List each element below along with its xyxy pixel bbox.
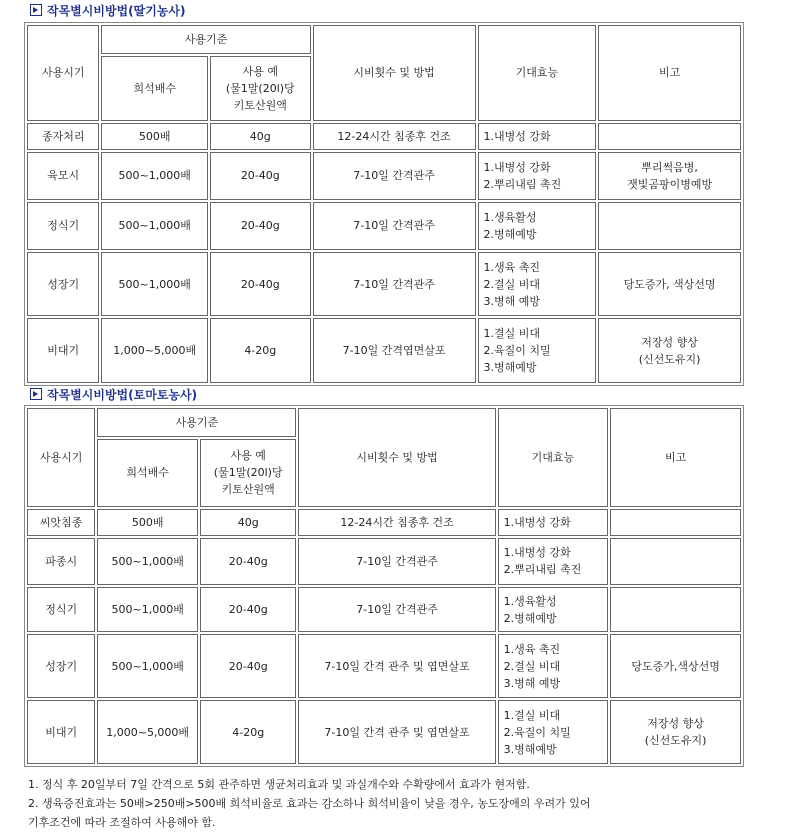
effect-line: 3.병해 예방 bbox=[503, 676, 561, 690]
header-example-line: (물1말(20l)당 bbox=[213, 466, 283, 480]
cell-period: 비대기 bbox=[27, 318, 99, 383]
header-example-line: 사용 예 bbox=[242, 64, 278, 78]
cell-period: 육모시 bbox=[27, 152, 99, 200]
header-period: 사용시기 bbox=[27, 408, 95, 507]
header-example bbox=[200, 439, 297, 507]
cell-effects bbox=[498, 634, 609, 698]
cell-amount: 20-40g bbox=[200, 538, 297, 585]
cell-dilution: 500~1,000배 bbox=[101, 252, 208, 317]
cell-effects bbox=[478, 123, 597, 150]
cell-effects bbox=[478, 318, 597, 383]
cell-period: 성장기 bbox=[27, 634, 95, 698]
header-method: 시비횟수 및 방법 bbox=[313, 25, 476, 121]
effect-line: 2.결실 비대 bbox=[503, 659, 561, 673]
cell-notes bbox=[610, 538, 741, 585]
cell-amount: 20-40g bbox=[210, 152, 311, 200]
table-row bbox=[27, 318, 741, 383]
effect-line: 1.내병성 강화 bbox=[503, 515, 571, 529]
note-line: 당도증가,색상선명 bbox=[631, 659, 720, 673]
cell-method: 7-10일 간격관주 bbox=[313, 252, 476, 317]
note-line: 뿌리썩음병, bbox=[641, 160, 698, 174]
cell-effects bbox=[498, 538, 609, 585]
strawberry-section-title: 작목별시비방법(딸기농사) bbox=[30, 3, 185, 19]
effect-line: 2.육질이 치밀 bbox=[483, 344, 551, 358]
cell-effects bbox=[498, 700, 609, 764]
cell-period: 비대기 bbox=[27, 700, 95, 764]
cell-notes bbox=[598, 123, 741, 150]
table-row bbox=[27, 152, 741, 200]
table-row bbox=[27, 634, 741, 698]
strawberry-table bbox=[24, 22, 744, 386]
cell-notes bbox=[598, 318, 741, 383]
cell-amount: 20-40g bbox=[200, 587, 297, 632]
cell-notes bbox=[598, 202, 741, 250]
cell-amount: 40g bbox=[200, 509, 297, 536]
cell-notes bbox=[610, 587, 741, 632]
cell-dilution: 500~1,000배 bbox=[97, 587, 198, 632]
table-row bbox=[27, 587, 741, 632]
effect-line: 3.병해예방 bbox=[483, 361, 537, 375]
header-dilution: 희석배수 bbox=[101, 56, 208, 121]
effect-line: 1.생육활성 bbox=[503, 594, 557, 608]
effect-line: 1.생육 촉진 bbox=[503, 642, 561, 656]
cell-effects bbox=[478, 152, 597, 200]
cell-dilution: 1,000~5,000배 bbox=[97, 700, 198, 764]
cell-dilution: 500~1,000배 bbox=[101, 152, 208, 200]
effect-line: 1.생육활성 bbox=[483, 210, 537, 224]
cell-dilution: 1,000~5,000배 bbox=[101, 318, 208, 383]
cell-notes bbox=[598, 152, 741, 200]
header-example-line: (물1말(20l)당 bbox=[225, 81, 295, 95]
table-row bbox=[27, 509, 741, 536]
cell-dilution: 500배 bbox=[97, 509, 198, 536]
cell-method: 7-10일 간격엽면살포 bbox=[313, 318, 476, 383]
cell-effects bbox=[498, 587, 609, 632]
note-line: 저장성 향상 bbox=[641, 335, 698, 349]
effect-line: 2.육질이 치밀 bbox=[503, 725, 571, 739]
effect-line: 2.뿌리내림 촉진 bbox=[483, 177, 562, 191]
cell-period: 정식기 bbox=[27, 587, 95, 632]
cell-period: 정식기 bbox=[27, 202, 99, 250]
cell-dilution: 500~1,000배 bbox=[97, 538, 198, 585]
effect-line: 2.결실 비대 bbox=[483, 277, 540, 291]
arrow-box-icon bbox=[30, 4, 42, 16]
note-line: (신선도유지) bbox=[638, 352, 701, 366]
header-example-line: 사용 예 bbox=[230, 449, 266, 463]
effect-line: 2.병해예방 bbox=[483, 227, 537, 241]
table-row bbox=[27, 700, 741, 764]
table-row bbox=[27, 538, 741, 585]
effect-line: 3.병해예방 bbox=[503, 742, 557, 756]
effect-line: 3.병해 예방 bbox=[483, 294, 540, 308]
note-line: 당도증가, 색상선명 bbox=[623, 277, 716, 291]
table-row bbox=[27, 123, 741, 150]
cell-method: 12-24시간 침종후 건조 bbox=[298, 509, 495, 536]
effect-line: 1.내병성 강화 bbox=[483, 129, 551, 143]
effect-line: 2.병해예방 bbox=[503, 611, 557, 625]
tomato-table bbox=[24, 405, 744, 767]
effect-line: 1.생육 촉진 bbox=[483, 260, 540, 274]
note-line: 잿빛곰팡이병예방 bbox=[627, 177, 713, 191]
cell-method: 7-10일 간격관주 bbox=[313, 152, 476, 200]
cell-period: 파종시 bbox=[27, 538, 95, 585]
header-example-line: 키토산원액 bbox=[221, 483, 275, 497]
cell-method: 7-10일 간격관주 bbox=[298, 587, 495, 632]
cell-dilution: 500~1,000배 bbox=[97, 634, 198, 698]
cell-amount: 20-40g bbox=[210, 252, 311, 317]
effect-line: 1.결실 비대 bbox=[503, 708, 561, 722]
effect-line: 1.내병성 강화 bbox=[503, 546, 571, 560]
cell-effects bbox=[478, 252, 597, 317]
cell-period: 성장기 bbox=[27, 252, 99, 317]
cell-amount: 4-20g bbox=[200, 700, 297, 764]
cell-period: 종자처리 bbox=[27, 123, 99, 150]
footnote-2: 2. 생육증진효과는 50배>250배>500배 희석비율로 효과는 감소하나 희석비율이 낮을 경우, 농도장애의 우려가 있어 bbox=[28, 797, 591, 810]
cell-dilution: 500배 bbox=[101, 123, 208, 150]
note-line: 저장성 향상 bbox=[647, 717, 704, 731]
cell-effects bbox=[498, 509, 609, 536]
note-line: (신선도유지) bbox=[644, 734, 707, 748]
header-standard: 사용기준 bbox=[101, 25, 310, 54]
cell-amount: 4-20g bbox=[210, 318, 311, 383]
cell-notes bbox=[598, 252, 741, 317]
effect-line: 2.뿌리내림 촉진 bbox=[503, 563, 582, 577]
cell-notes bbox=[610, 634, 741, 698]
header-example bbox=[210, 56, 311, 121]
header-example-line: 키토산원액 bbox=[233, 98, 287, 112]
header-method: 시비횟수 및 방법 bbox=[298, 408, 495, 507]
cell-amount: 20-40g bbox=[210, 202, 311, 250]
header-effect: 기대효능 bbox=[478, 25, 597, 121]
tomato-section-title: 작목별시비방법(토마토농사) bbox=[30, 387, 197, 403]
header-effect: 기대효능 bbox=[498, 408, 609, 507]
footnote-3: 기후조건에 따라 조절하여 사용해야 함. bbox=[28, 816, 216, 829]
cell-amount: 20-40g bbox=[200, 634, 297, 698]
cell-method: 12-24시간 침종후 건조 bbox=[313, 123, 476, 150]
table-row bbox=[27, 202, 741, 250]
cell-method: 7-10일 간격관주 bbox=[313, 202, 476, 250]
cell-method: 7-10일 간격 관주 및 엽면살포 bbox=[298, 634, 495, 698]
footnote-1: 1. 정식 후 20일부터 7일 간격으로 5회 관주하면 생균처리효과 및 과실개수와 수확량에서 효과가 현저함. bbox=[28, 778, 530, 791]
header-note: 비고 bbox=[598, 25, 741, 121]
cell-notes bbox=[610, 509, 741, 536]
table-row bbox=[27, 252, 741, 317]
cell-method: 7-10일 간격 관주 및 엽면살포 bbox=[298, 700, 495, 764]
footnotes bbox=[28, 775, 788, 832]
cell-amount: 40g bbox=[210, 123, 311, 150]
cell-period: 씨앗침종 bbox=[27, 509, 95, 536]
cell-notes bbox=[610, 700, 741, 764]
cell-method: 7-10일 간격관주 bbox=[298, 538, 495, 585]
effect-line: 1.내병성 강화 bbox=[483, 160, 551, 174]
header-dilution: 희석배수 bbox=[97, 439, 198, 507]
header-note: 비고 bbox=[610, 408, 741, 507]
cell-effects bbox=[478, 202, 597, 250]
cell-dilution: 500~1,000배 bbox=[101, 202, 208, 250]
arrow-box-icon bbox=[30, 388, 42, 400]
header-standard: 사용기준 bbox=[97, 408, 296, 437]
header-period: 사용시기 bbox=[27, 25, 99, 121]
effect-line: 1.결실 비대 bbox=[483, 327, 540, 341]
